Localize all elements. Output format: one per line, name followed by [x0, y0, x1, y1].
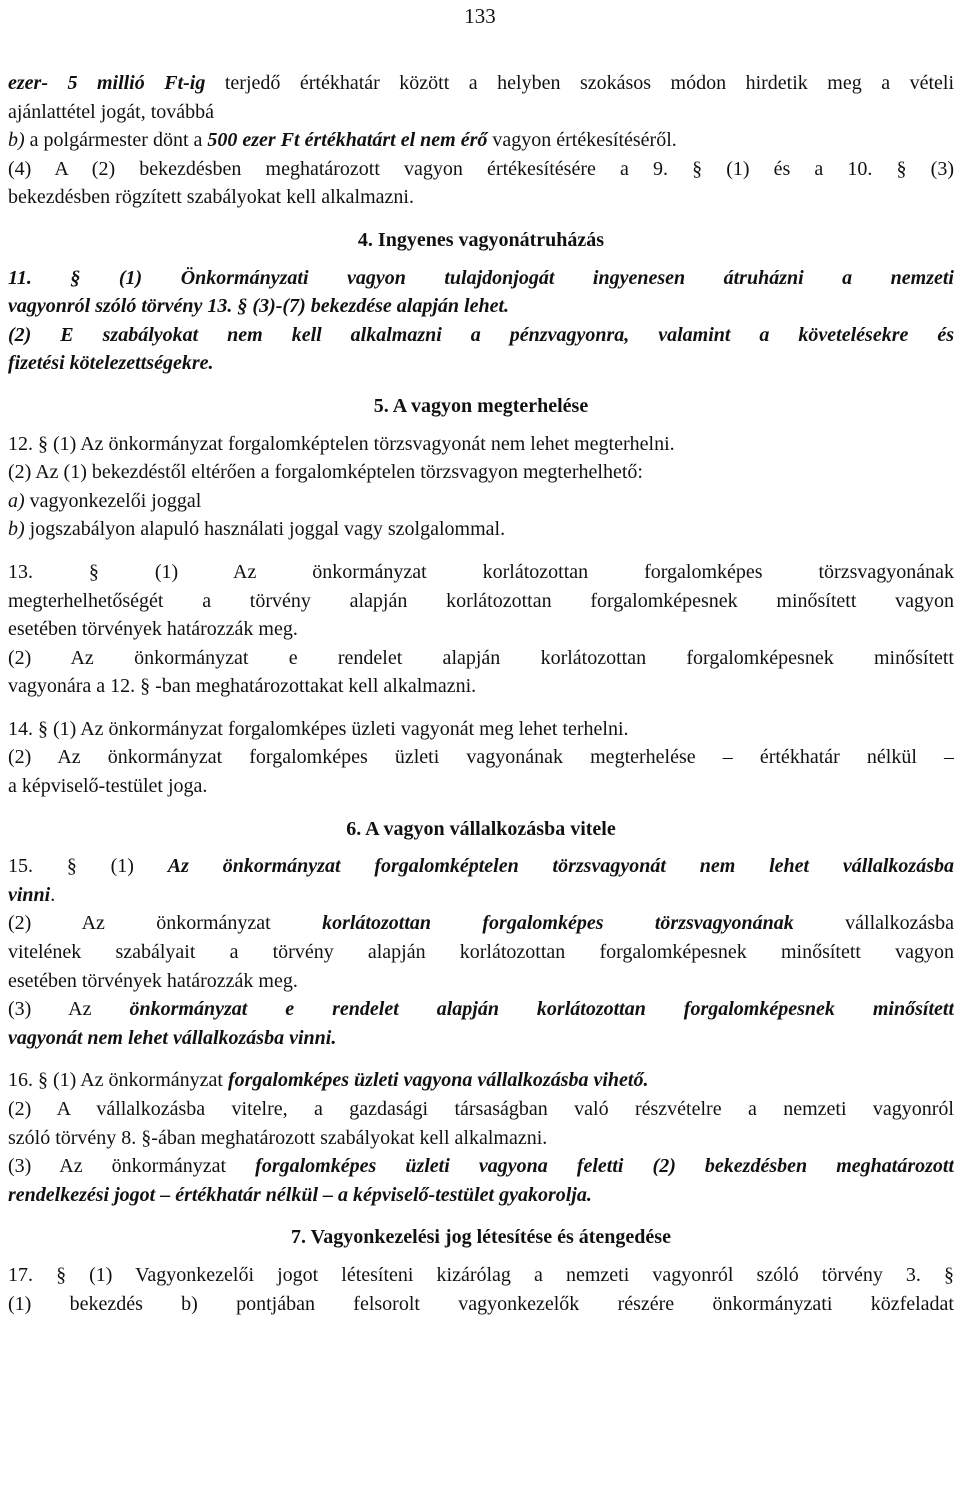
paragraph-line: ezer- 5 millió Ft-ig terjedő értékhatár között a helyben szokásos módon hirdetik meg a vételi [8, 72, 954, 94]
paragraph-line: esetében törvények határozzák meg. [8, 618, 298, 641]
paragraph-line: (2) Az önkormányzat e rendelet alapján korlátozottan forgalomképesnek minősített [8, 646, 954, 669]
paragraph-line: ajánlattétel jogát, továbbá [8, 100, 215, 123]
paragraph-line: (4) A (2) bekezdésben meghatározott vagyon értékesítésére a 9. § (1) és a 10. § (3) [8, 157, 954, 180]
paragraph-line: b) a polgármester dönt a 500 ezer Ft értékhatárt el nem érő vagyon értékesítéséről. [8, 129, 677, 152]
section-14 [8, 715, 954, 801]
page-number: 133 [464, 4, 496, 28]
section-heading: 6. A vagyon vállalkozásba vitele [346, 817, 616, 840]
paragraph-line: (2) Az önkormányzat forgalomképes üzleti vagyonának megterhelése – értékhatár nélkül – [8, 746, 954, 769]
paragraph-line: 15. § (1) Az önkormányzat forgalomképtelen törzsvagyonát nem lehet vállalkozásba [8, 855, 954, 878]
paragraph-line: vagyonát nem lehet vállalkozásba vinni. [8, 1026, 337, 1049]
paragraph-line: vagyonára a 12. § -ban meghatározottakat kell alkalmazni. [8, 675, 477, 698]
section-17 [8, 1261, 954, 1318]
paragraph-line: fizetési kötelezettségekre. [8, 352, 214, 375]
paragraph-line: a képviselő-testület joga. [8, 775, 208, 798]
paragraph-line: rendelkezési jogot – értékhatár nélkül – a képviselő-testület gyakorolja. [8, 1183, 592, 1206]
section-16 [8, 1066, 954, 1209]
section-15 [8, 852, 954, 1052]
paragraph-line: 11. § (1) Önkormányzati vagyon tulajdonjogát ingyenesen átruházni a nemzeti [8, 266, 954, 289]
paragraph-line: (3) Az önkormányzat e rendelet alapján korlátozottan forgalomképesnek minősített [8, 998, 954, 1021]
paragraph-line: (2) Az önkormányzat korlátozottan forgalomképes törzsvagyonának vállalkozásba [8, 912, 954, 935]
paragraph-line: 16. § (1) Az önkormányzat forgalomképes üzleti vagyona vállalkozásba vihető. [8, 1069, 649, 1092]
section-heading: 5. A vagyon megterhelése [373, 394, 589, 417]
section-10-continuation [8, 69, 954, 212]
document-body [8, 69, 954, 1318]
paragraph-line: 13. § (1) Az önkormányzat korlátozottan forgalomképes törzsvagyonának [8, 560, 954, 583]
paragraph-line: megterhelhetőségét a törvény alapján korlátozottan forgalomképesnek minősített vagyon [8, 589, 954, 612]
list-item: a) vagyonkezelői joggal [8, 489, 202, 512]
paragraph-line: (3) Az önkormányzat forgalomképes üzleti vagyona feletti (2) bekezdésben meghatározott [8, 1155, 954, 1178]
section-11 [8, 264, 954, 378]
paragraph-line: vinni. [8, 883, 56, 906]
section-heading: 7. Vagyonkezelési jog létesítése és átengedése [291, 1226, 671, 1249]
paragraph-line: esetében törvények határozzák meg. [8, 969, 298, 992]
paragraph-line: (2) Az (1) bekezdéstől eltérően a forgalomképtelen törzsvagyon megterhelhető: [8, 461, 643, 484]
section-13 [8, 558, 954, 701]
paragraph-line: (2) A vállalkozásba vitelre, a gazdasági társaságban való részvételre a nemzeti vagyonról [8, 1098, 954, 1120]
paragraph-line: 12. § (1) Az önkormányzat forgalomképtelen törzsvagyonát nem lehet megterhelni. [8, 432, 675, 455]
paragraph-line: 17. § (1) Vagyonkezelői jogot létesíteni kizárólag a nemzeti vagyonról szóló törvény 3. § [8, 1263, 954, 1286]
paragraph-line: (2) E szabályokat nem kell alkalmazni a pénzvagyonra, valamint a követelésekre és [8, 323, 954, 346]
list-item: b) jogszabályon alapuló használati joggal vagy szolgalommal. [8, 518, 506, 541]
paragraph-line: 14. § (1) Az önkormányzat forgalomképes üzleti vagyonát meg lehet terhelni. [8, 717, 629, 740]
paragraph-line: vitelének szabályait a törvény alapján korlátozottan forgalomképesnek minősített vagyon [8, 941, 954, 964]
paragraph-line: vagyonról szóló törvény 13. § (3)-(7) bekezdése alapján lehet. [8, 295, 510, 318]
paragraph-line: bekezdésben rögzített szabályokat kell alkalmazni. [8, 186, 414, 209]
section-heading: 4. Ingyenes vagyonátruházás [357, 228, 605, 251]
section-12 [8, 430, 954, 544]
paragraph-line: (1) bekezdés b) pontjában felsorolt vagyonkezelők részére önkormányzati közfeladat [8, 1292, 954, 1315]
paragraph-line: szóló törvény 8. §-ában meghatározott szabályokat kell alkalmazni. [8, 1126, 548, 1149]
